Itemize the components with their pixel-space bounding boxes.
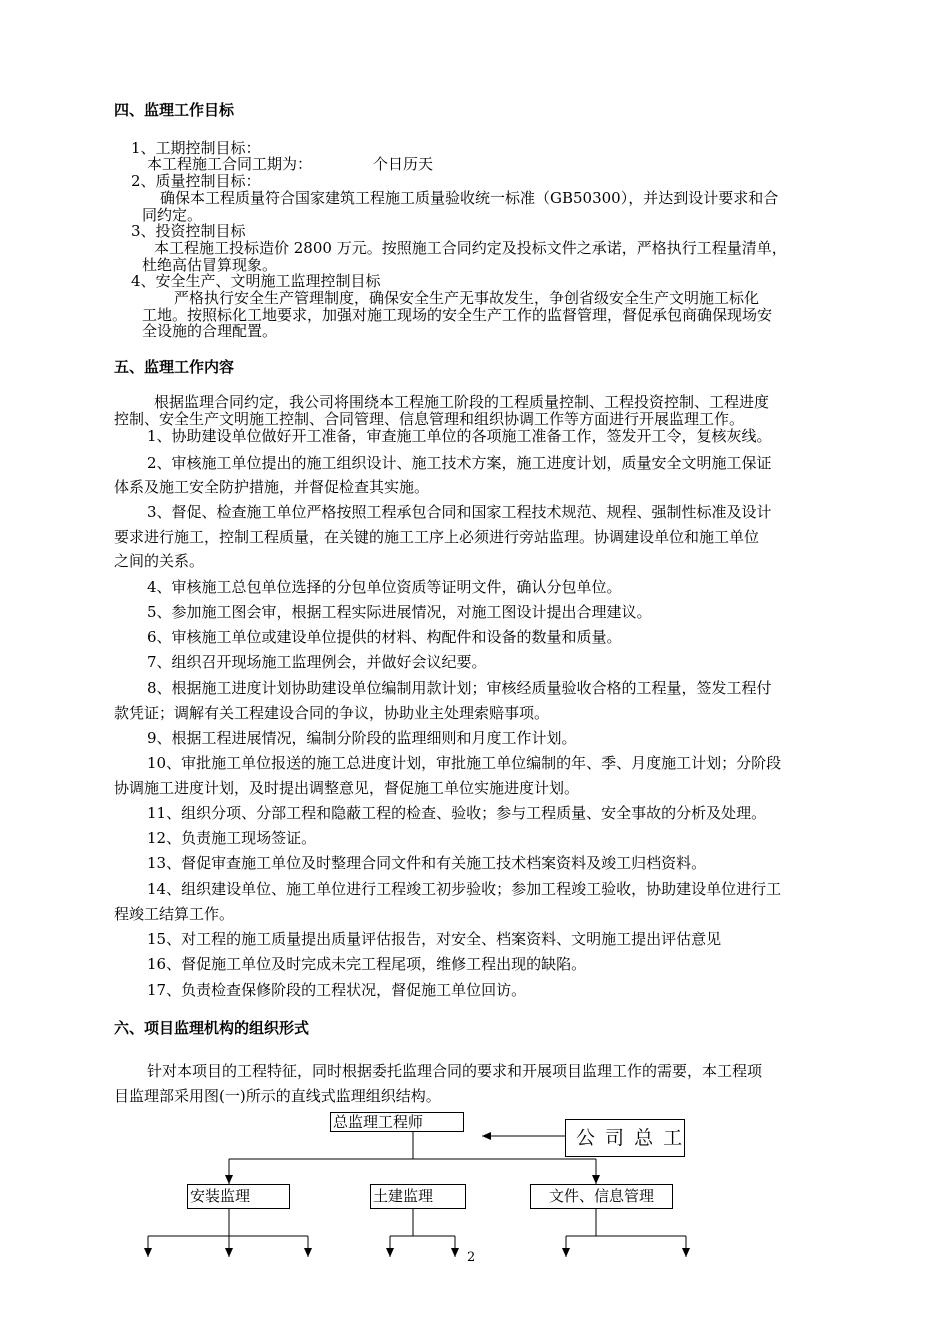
- content-item-11: 11、组织分项、分部工程和隐蔽工程的检查、验收；参与工程质量、安全事故的分析及处理。: [147, 804, 767, 822]
- safety-target-label: 4、安全生产、文明施工监理控制目标: [131, 272, 381, 290]
- chief-engineer-box: 总监理工程师: [330, 1112, 464, 1132]
- quality-text-2: 同约定。: [142, 206, 203, 224]
- content-item-16: 16、督促施工单位及时完成未完工程尾项，维修工程出现的缺陷。: [147, 955, 587, 973]
- install-supervision-box: 安装监理: [187, 1184, 290, 1209]
- investment-text-1: 本工程施工投标造价 2800 万元。按照施工合同约定及投标文件之承诺，严格执行工程量清单，: [154, 239, 787, 257]
- org-intro-1: 针对本项目的工程特征，同时根据委托监理合同的要求和开展项目监理工作的需要，本工程项: [147, 1062, 763, 1080]
- content-intro-2: 控制、安全生产文明施工控制、合同管理、信息管理和组织协调工作等方面进行开展监理工作。: [114, 410, 745, 428]
- content-item-8b: 款凭证；调解有关工程建设合同的争议，协助业主处理索赔事项。: [114, 704, 550, 722]
- civil-supervision-box: 土建监理: [370, 1184, 466, 1209]
- docs-info-management-box: 文件、信息管理: [530, 1184, 673, 1209]
- content-item-15: 15、对工程的施工质量提出质量评估报告，对安全、档案资料、文明施工提出评估意见: [147, 930, 722, 948]
- safety-text-3: 全设施的合理配置。: [142, 322, 278, 340]
- content-item-9: 9、根据工程进展情况，编制分阶段的监理细则和月度工作计划。: [147, 729, 577, 747]
- investment-text-2: 杜绝高估冒算现象。: [142, 256, 278, 274]
- content-item-2b: 体系及施工安全防护措施，并督促检查其实施。: [114, 478, 430, 496]
- content-item-8a: 8、根据施工进度计划协助建设单位编制用款计划；审核经质量验收合格的工程量，签发工程付: [147, 679, 772, 697]
- investment-target-label: 3、投资控制目标: [131, 222, 246, 240]
- content-item-7: 7、组织召开现场施工监理例会，并做好会议纪要。: [147, 653, 487, 671]
- company-chief-engineer-box: 公 司 总 工: [565, 1119, 685, 1157]
- org-intro-2: 目监理部采用图(一)所示的直线式监理组织结构。: [114, 1087, 441, 1105]
- content-item-14b: 程竣工结算工作。: [114, 905, 235, 923]
- content-item-2a: 2、审核施工单位提出的施工组织设计、施工技术方案，施工进度计划，质量安全文明施工保证: [147, 454, 772, 472]
- content-item-17: 17、负责检查保修阶段的工程状况，督促施工单位回访。: [147, 981, 527, 999]
- content-item-10b: 协调施工进度计划，及时提出调整意见，督促施工单位实施进度计划。: [114, 779, 580, 797]
- content-item-14a: 14、组织建设单位、施工单位进行工程竣工初步验收；参加工程竣工验收，协助建设单位进行工: [147, 880, 782, 898]
- content-item-6: 6、审核施工单位或建设单位提供的材料、构配件和设备的数量和质量。: [147, 628, 622, 646]
- content-item-3a: 3、督促、检查施工单位严格按照工程承包合同和国家工程技术规范、规程、强制性标准及设计: [147, 503, 772, 521]
- safety-text-2: 工地。按照标化工地要求，加强对施工现场的安全生产工作的监督管理，督促承包商确保现场安: [142, 306, 773, 324]
- section-4-heading: 四、监理工作目标: [114, 101, 235, 119]
- page-number: 2: [467, 1250, 476, 1265]
- content-item-4: 4、审核施工总包单位选择的分包单位资质等证明文件，确认分包单位。: [147, 578, 622, 596]
- quality-text-1: 确保本工程质量符合国家建筑工程施工质量验收统一标准（GB50300），并达到设计要求和合: [160, 189, 779, 207]
- duration-target-label: 1、工期控制目标：: [131, 139, 261, 157]
- section-6-heading: 六、项目监理机构的组织形式: [114, 1019, 310, 1037]
- content-item-3b: 要求进行施工，控制工程质量，在关键的施工工序上必须进行旁站监理。协调建设单位和施工单位: [114, 528, 760, 546]
- quality-target-label: 2、质量控制目标：: [131, 172, 261, 190]
- duration-text: 本工程施工合同工期为：: [147, 155, 313, 173]
- content-item-12: 12、负责施工现场签证。: [147, 829, 317, 847]
- duration-days: 个日历天: [373, 155, 434, 173]
- content-intro-1: 根据监理合同约定，我公司将围绕本工程施工阶段的工程质量控制、工程投资控制、工程进度: [154, 393, 770, 411]
- safety-text-1: 严格执行安全生产管理制度，确保安全生产无事故发生，争创省级安全生产文明施工标化: [174, 289, 760, 307]
- section-5-heading: 五、监理工作内容: [114, 358, 235, 376]
- content-item-13: 13、督促审查施工单位及时整理合同文件和有关施工技术档案资料及竣工归档资料。: [147, 854, 707, 872]
- content-item-1: 1、协助建设单位做好开工准备，审查施工单位的各项施工准备工作，签发开工令，复核灰线。: [147, 427, 772, 445]
- content-item-3c: 之间的关系。: [114, 552, 205, 570]
- content-item-5: 5、参加施工图会审，根据工程实际进展情况，对施工图设计提出合理建议。: [147, 603, 652, 621]
- content-item-10a: 10、审批施工单位报送的施工总进度计划，审批施工单位编制的年、季、月度施工计划；分阶段: [147, 754, 782, 772]
